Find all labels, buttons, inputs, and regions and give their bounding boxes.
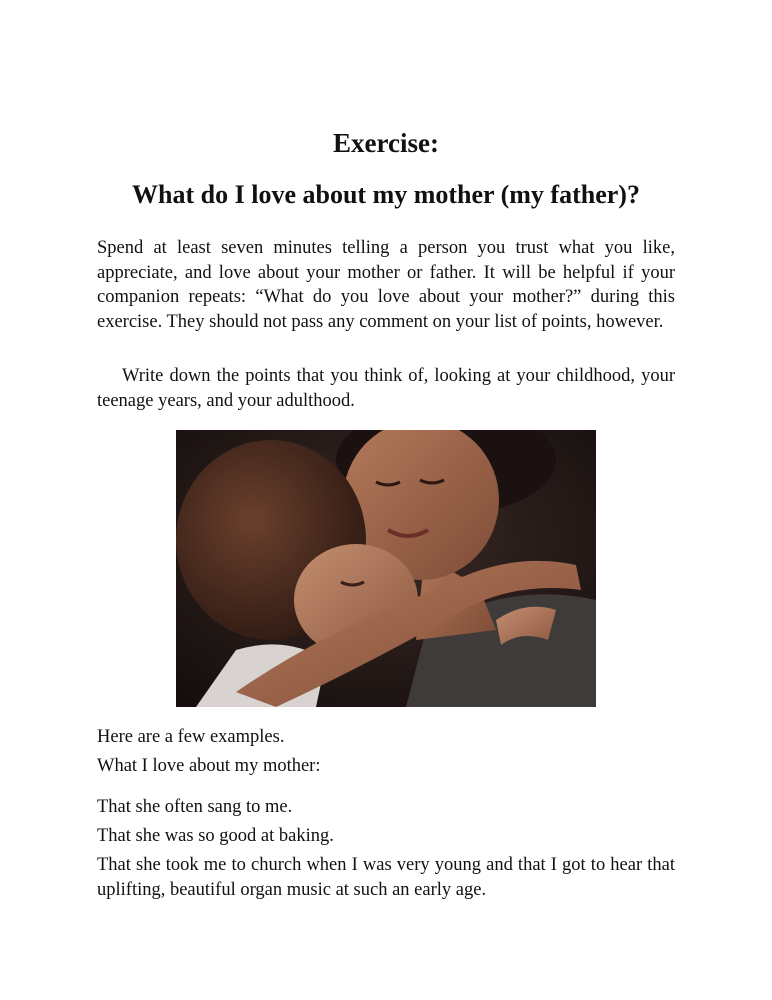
- examples-heading: What I love about my mother:: [97, 756, 321, 776]
- examples-intro: Here are a few examples.: [97, 727, 285, 747]
- page-title: What do I love about my mother (my father)?: [132, 180, 640, 209]
- list-item: That she took me to church when I was very young and that I got to hear that uplifting, beautiful organ music at such an early age.: [97, 855, 675, 900]
- intro-paragraph-2: Write down the points that you think of, looking at your childhood, your teenage years, and your adulthood.: [97, 366, 675, 411]
- list-item: That she often sang to me.: [97, 797, 293, 817]
- photo-illustration: [176, 430, 596, 707]
- list-item: That she was so good at baking.: [97, 826, 334, 846]
- intro-paragraph-1: Spend at least seven minutes telling a person you trust what you like, appreciate, and love about your mother or father. It will be helpful if your companion repeats: “What do you love about your mother?” during this exercise. They should not pass any comment on your list of points, however.: [97, 238, 675, 332]
- exercise-label: Exercise:: [333, 128, 439, 158]
- mother-daughter-hug-photo: [176, 430, 596, 707]
